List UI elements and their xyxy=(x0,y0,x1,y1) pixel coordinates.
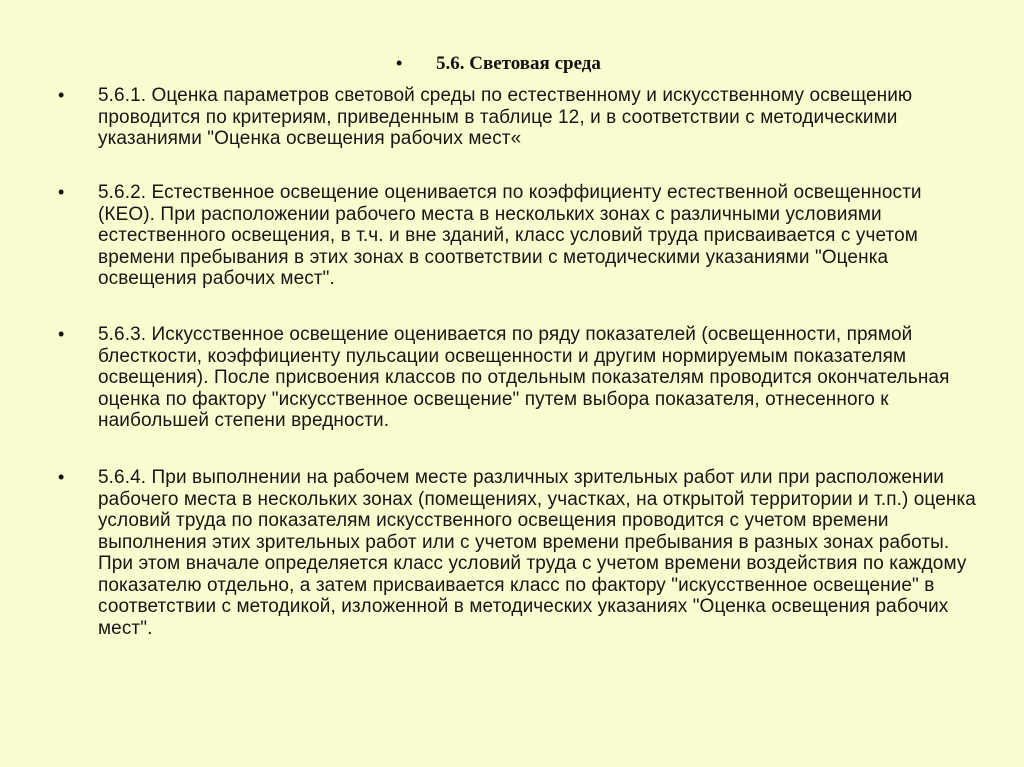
bullet-icon: • xyxy=(58,182,65,202)
list-item xyxy=(58,324,978,432)
list-item xyxy=(58,467,978,639)
bullet-icon: • xyxy=(58,85,65,105)
heading-row xyxy=(396,53,601,75)
paragraph-5-6-4: 5.6.4. При выполнении на рабочем месте различных зрительных работ или при расположении рабочего места в нескольких зонах (помещениях, участках, на открытой территории и т.п.) оценка условий труда по показателям искусственного освещения проводится с учетом времени выполнения этих зрительных работ или с учетом времени пребывания в разных зонах работы. При этом вначале определяется класс условий труда с учетом времени воздействия по каждому показателю отдельно, а затем присваивается класс по фактору "искусственное освещение" в соответствии с методикой, изложенной в методических указаниях "Оценка освещения рабочих мест". xyxy=(98,467,976,639)
slide-heading: 5.6. Световая среда xyxy=(436,53,601,74)
bullet-icon: • xyxy=(58,324,65,344)
bullet-icon: • xyxy=(396,53,403,73)
bullet-icon: • xyxy=(58,467,65,487)
list-item xyxy=(58,85,978,150)
paragraph-5-6-2: 5.6.2. Естественное освещение оценивается по коэффициенту естественной освещенности (КЕО). При расположении рабочего места в нескольких зонах с различными условиями естественного освещения, в т.ч. и вне зданий, класс условий труда присваивается с учетом времени пребывания в этих зонах в соответствии с методическими указаниями "Оценка освещения рабочих мест". xyxy=(98,182,922,289)
paragraph-5-6-1: 5.6.1. Оценка параметров световой среды по естественному и искусственному освещению проводится по критериям, приведенным в таблице 12, и в соответствии с методическими указаниями "Оценка освещения рабочих мест« xyxy=(98,85,913,149)
list-item xyxy=(58,182,978,290)
paragraph-5-6-3: 5.6.3. Искусственное освещение оценивается по ряду показателей (освещенности, прямой блесткости, коэффициенту пульсации освещенности и другим нормируемым показателям освещения). После присвоения классов по отдельным показателям проводится окончательная оценка по фактору "искусственное освещение" путем выбора показателя, отнесенного к наибольшей степени вредности. xyxy=(98,324,950,431)
